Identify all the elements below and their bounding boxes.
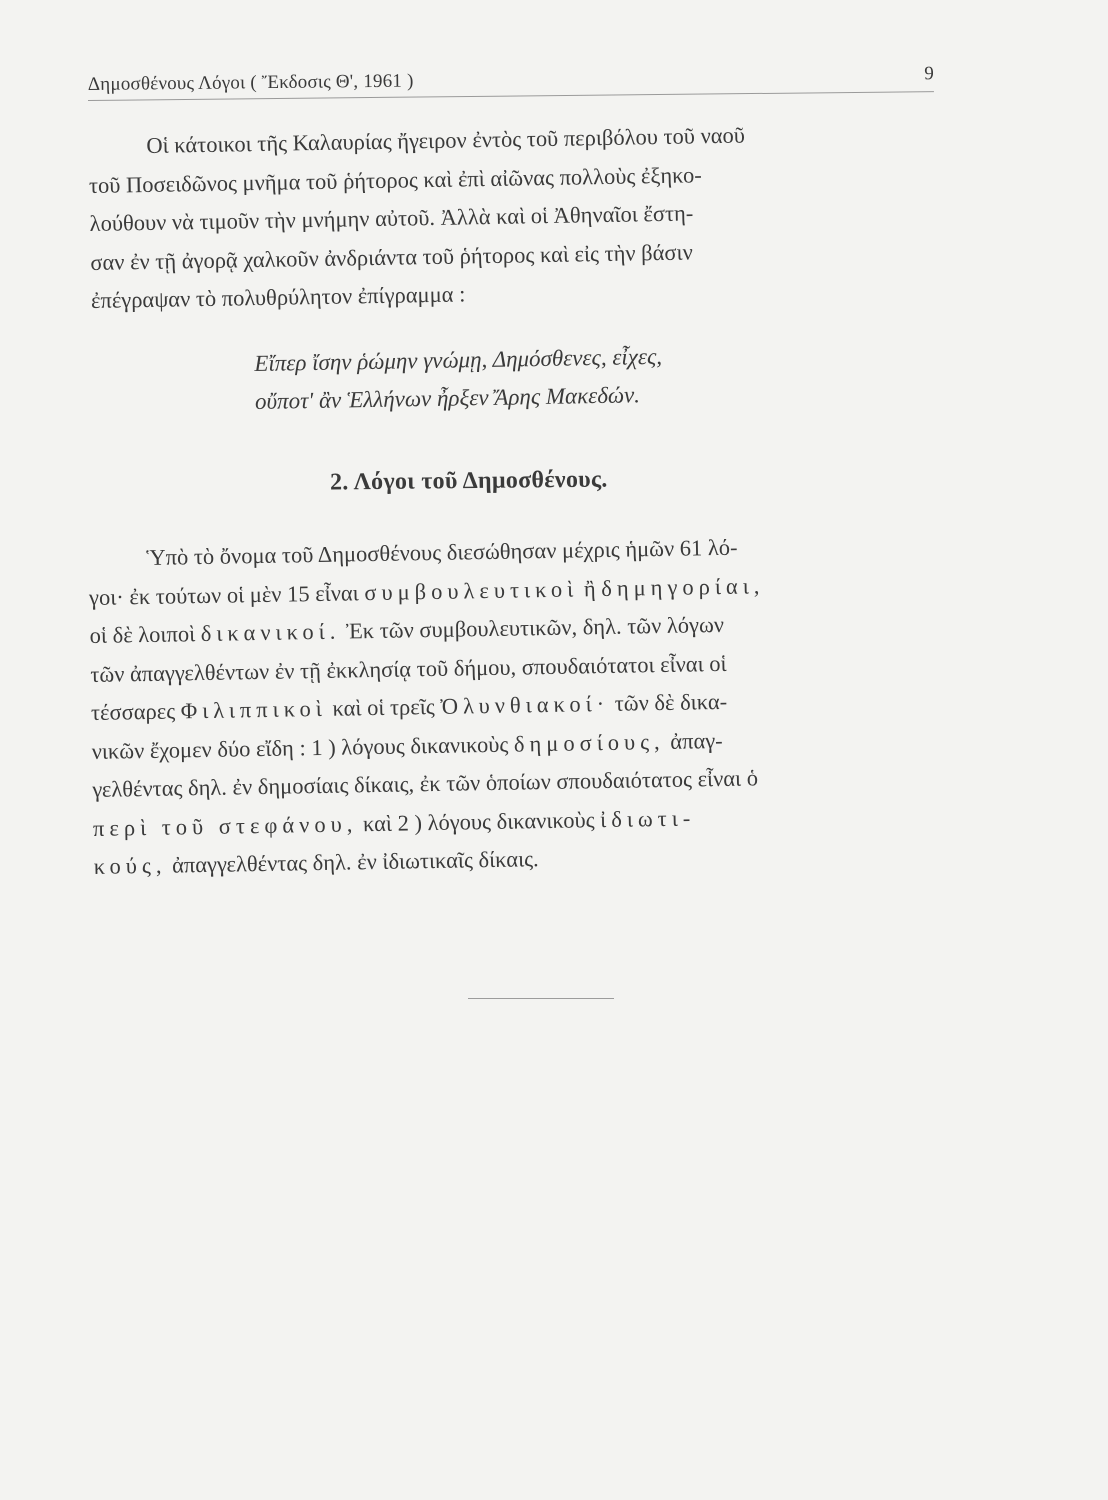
- spaced-term: δημηγορίαι,: [601, 572, 765, 601]
- spaced-term: ἰδιωτι-: [599, 804, 696, 832]
- paragraph-speeches: [88, 525, 954, 886]
- text-line: ἐπέγραψαν τὸ πολυθρύλητον ἐπίγραμμα :: [90, 281, 466, 313]
- spaced-term: δικανικοί.: [200, 618, 341, 647]
- text-line: Ὑπὸ τὸ ὄνομα τοῦ Δημοσθένους διεσώθησαν μέχρις ἡμῶν 61 λό-: [146, 534, 738, 570]
- text-run: ἢ: [577, 575, 602, 601]
- page-header: [88, 59, 934, 101]
- epigram-line: οὔποτ' ἂν Ἑλλήνων ἦρξεν Ἄρης Μακεδών.: [254, 382, 641, 414]
- page-number: 9: [924, 63, 934, 85]
- epigram: [254, 335, 815, 421]
- text-run: τῶν δὲ δικα-: [608, 688, 728, 716]
- spaced-term: δημοσίους,: [513, 728, 665, 757]
- text-line: Οἱ κάτοικοι τῆς Καλαυρίας ἤγειρον ἐντὸς τοῦ περιβόλου τοῦ ναοῦ: [146, 122, 746, 158]
- text-run: καὶ 2 ) λόγους δικανικοὺς: [357, 806, 601, 836]
- text-line: σαν ἐν τῇ ἀγορᾷ χαλκοῦν ἀνδριάντα τοῦ ῥήτορος καὶ εἰς τὴν βάσιν: [90, 238, 693, 275]
- spaced-term: περὶ τοῦ στεφάνου,: [92, 810, 358, 841]
- text-run: τέσσαρες: [90, 698, 181, 725]
- spaced-term: Ὀλυνθιακοί·: [440, 690, 610, 719]
- spaced-term: κούς,: [93, 852, 167, 879]
- text-run: νικῶν ἔχομεν δύο εἴδη : 1 ) λόγους δικανικοὺς: [91, 731, 515, 764]
- text-run: οἱ δὲ λοιποὶ: [89, 621, 201, 648]
- text-run: καὶ οἱ τρεῖς: [326, 693, 441, 721]
- text-line: τῶν ἀπαγγελθέντων ἐν τῇ ἐκκλησίᾳ τοῦ δήμου, σπουδαιότατοι εἶναι οἱ: [90, 650, 727, 687]
- section-heading: 2. Λόγοι τοῦ Δημοσθένους.: [329, 466, 608, 496]
- text-run: ἀπαγγελθέντας δηλ. ἐν ἰδιωτικαῖς δίκαις.: [166, 846, 539, 878]
- text-line: τοῦ Ποσειδῶνος μνῆμα τοῦ ῥήτορος καὶ ἐπὶ αἰῶνας πολλοὺς ἐξηκο-: [88, 161, 702, 198]
- text-run: ἀπαγ-: [664, 727, 723, 754]
- section-end-rule: [468, 998, 614, 999]
- paragraph-kalauria: [88, 113, 951, 320]
- text-line: γελθέντας δηλ. ἐν δημοσίαις δίκαις, ἐκ τῶν ὁποίων σπουδαιότατος εἶναι ὁ: [92, 765, 759, 802]
- text-run: Ἐκ τῶν συμβουλευτικῶν, δηλ. τῶν λόγων: [340, 611, 725, 644]
- text-run: γοι· ἐκ τούτων οἱ μὲν 15 εἶναι: [88, 579, 365, 610]
- text-line: λούθουν νὰ τιμοῦν τὴν μνήμην αὐτοῦ. Ἀλλὰ καὶ οἱ Ἀθηναῖοι ἔστη-: [89, 200, 694, 236]
- spaced-term: συμβουλευτικοὶ: [364, 575, 579, 605]
- running-title: Δημοσθένους Λόγοι ( Ἔκδοσις Θ', 1961 ): [87, 70, 414, 96]
- epigram-line: Εἴπερ ἴσην ῥώμην γνώμῃ, Δημόσθενες, εἶχες,: [254, 343, 663, 376]
- spaced-term: Φιλιππικοὶ: [180, 695, 328, 724]
